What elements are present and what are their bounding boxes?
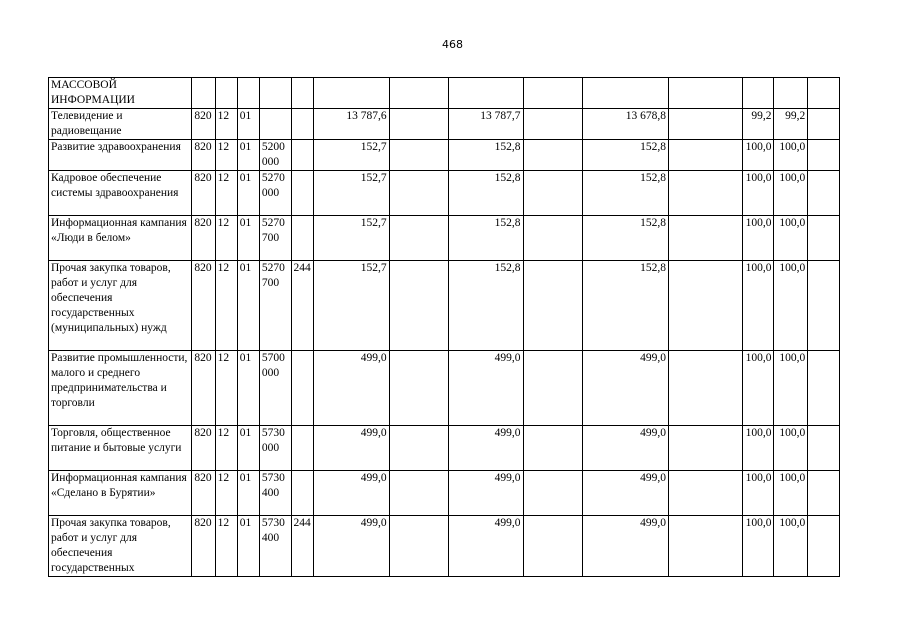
ved-code: 820 xyxy=(192,261,215,351)
table-row xyxy=(49,351,840,426)
table-row xyxy=(49,261,840,351)
subsection-code: 01 xyxy=(237,426,259,471)
subsection-code: 01 xyxy=(237,216,259,261)
expense-type-code: 244 xyxy=(291,261,313,351)
value-refined: 152,8 xyxy=(448,261,523,351)
value-executed: 499,0 xyxy=(582,516,668,577)
section-code: 12 xyxy=(215,351,237,426)
table-row xyxy=(49,516,840,577)
percent-of-approved xyxy=(742,78,774,109)
target-article-code xyxy=(259,109,291,140)
value-approved: 499,0 xyxy=(313,516,389,577)
value-executed: 152,8 xyxy=(582,171,668,216)
target-article-code: 5270 700 xyxy=(259,216,291,261)
row-name: Информационная кампания «Люди в белом» xyxy=(49,216,192,261)
ved-code: 820 xyxy=(192,516,215,577)
section-code: 12 xyxy=(215,216,237,261)
percent-of-approved: 99,2 xyxy=(742,109,774,140)
target-article-code: 5270 700 xyxy=(259,261,291,351)
percent-of-refined: 100,0 xyxy=(774,426,808,471)
value-executed: 152,8 xyxy=(582,261,668,351)
expense-type-code xyxy=(291,109,313,140)
row-name: Развитие здравоохранения xyxy=(49,140,192,171)
value-refined: 499,0 xyxy=(448,471,523,516)
value-approved: 152,7 xyxy=(313,216,389,261)
target-article-code xyxy=(259,78,291,109)
table-row xyxy=(49,426,840,471)
subsection-code xyxy=(237,78,259,109)
percent-of-approved: 100,0 xyxy=(742,516,774,577)
table-row xyxy=(49,140,840,171)
percent-of-refined: 100,0 xyxy=(774,171,808,216)
section-code: 12 xyxy=(215,426,237,471)
section-code: 12 xyxy=(215,261,237,351)
ved-code: 820 xyxy=(192,471,215,516)
ved-code: 820 xyxy=(192,140,215,171)
percent-of-approved: 100,0 xyxy=(742,261,774,351)
section-code xyxy=(215,78,237,109)
percent-of-approved: 100,0 xyxy=(742,471,774,516)
row-name: Прочая закупка товаров, работ и услуг для обеспечения государственных xyxy=(49,516,192,577)
expense-type-code xyxy=(291,216,313,261)
expense-type-code xyxy=(291,471,313,516)
table-row xyxy=(49,109,840,140)
subsection-code: 01 xyxy=(237,516,259,577)
percent-of-refined: 100,0 xyxy=(774,516,808,577)
value-approved: 499,0 xyxy=(313,351,389,426)
value-refined: 499,0 xyxy=(448,516,523,577)
percent-of-approved: 100,0 xyxy=(742,140,774,171)
row-name: Прочая закупка товаров, работ и услуг для обеспечения государственных (муниципальных) нужд xyxy=(49,261,192,351)
expense-type-code xyxy=(291,171,313,216)
table-row xyxy=(49,171,840,216)
percent-of-refined xyxy=(774,78,808,109)
expense-type-code xyxy=(291,140,313,171)
section-code: 12 xyxy=(215,140,237,171)
budget-table xyxy=(48,77,840,577)
ved-code: 820 xyxy=(192,351,215,426)
value-approved: 152,7 xyxy=(313,140,389,171)
section-code: 12 xyxy=(215,516,237,577)
subsection-code: 01 xyxy=(237,471,259,516)
value-executed: 499,0 xyxy=(582,471,668,516)
value-approved: 152,7 xyxy=(313,261,389,351)
percent-of-refined: 99,2 xyxy=(774,109,808,140)
percent-of-refined: 100,0 xyxy=(774,351,808,426)
value-approved xyxy=(313,78,389,109)
value-refined: 152,8 xyxy=(448,140,523,171)
row-name: Кадровое обеспечение системы здравоохранения xyxy=(49,171,192,216)
percent-of-refined: 100,0 xyxy=(774,471,808,516)
target-article-code: 5700 000 xyxy=(259,351,291,426)
value-approved: 499,0 xyxy=(313,426,389,471)
percent-of-refined: 100,0 xyxy=(774,140,808,171)
subsection-code: 01 xyxy=(237,261,259,351)
percent-of-approved: 100,0 xyxy=(742,216,774,261)
ved-code: 820 xyxy=(192,426,215,471)
section-code: 12 xyxy=(215,171,237,216)
table-row xyxy=(49,471,840,516)
value-approved: 152,7 xyxy=(313,171,389,216)
value-executed: 499,0 xyxy=(582,426,668,471)
value-refined: 13 787,7 xyxy=(448,109,523,140)
table-row xyxy=(49,78,840,109)
value-refined: 499,0 xyxy=(448,351,523,426)
expense-type-code xyxy=(291,426,313,471)
row-name: Информационная кампания «Сделано в Бурятии» xyxy=(49,471,192,516)
subsection-code: 01 xyxy=(237,109,259,140)
row-name: Торговля, общественное питание и бытовые услуги xyxy=(49,426,192,471)
percent-of-approved: 100,0 xyxy=(742,351,774,426)
row-name: МАССОВОЙ ИНФОРМАЦИИ xyxy=(49,78,192,109)
ved-code xyxy=(192,78,215,109)
target-article-code: 5730 400 xyxy=(259,471,291,516)
row-name: Телевидение и радиовещание xyxy=(49,109,192,140)
subsection-code: 01 xyxy=(237,171,259,216)
section-code: 12 xyxy=(215,471,237,516)
ved-code: 820 xyxy=(192,216,215,261)
expense-type-code xyxy=(291,78,313,109)
value-executed xyxy=(582,78,668,109)
ved-code: 820 xyxy=(192,109,215,140)
expense-type-code xyxy=(291,351,313,426)
value-refined: 499,0 xyxy=(448,426,523,471)
ved-code: 820 xyxy=(192,171,215,216)
percent-of-approved: 100,0 xyxy=(742,426,774,471)
value-executed: 152,8 xyxy=(582,140,668,171)
target-article-code: 5200 000 xyxy=(259,140,291,171)
percent-of-refined: 100,0 xyxy=(774,261,808,351)
expense-type-code: 244 xyxy=(291,516,313,577)
target-article-code: 5730 400 xyxy=(259,516,291,577)
page-number: 468 xyxy=(442,38,463,51)
row-name: Развитие промышленности, малого и среднего предпринимательства и торговли xyxy=(49,351,192,426)
section-code: 12 xyxy=(215,109,237,140)
value-refined: 152,8 xyxy=(448,216,523,261)
value-executed: 13 678,8 xyxy=(582,109,668,140)
subsection-code: 01 xyxy=(237,140,259,171)
value-executed: 499,0 xyxy=(582,351,668,426)
table-row xyxy=(49,216,840,261)
subsection-code: 01 xyxy=(237,351,259,426)
value-refined: 152,8 xyxy=(448,171,523,216)
value-approved: 499,0 xyxy=(313,471,389,516)
percent-of-approved: 100,0 xyxy=(742,171,774,216)
value-executed: 152,8 xyxy=(582,216,668,261)
target-article-code: 5270 000 xyxy=(259,171,291,216)
target-article-code: 5730 000 xyxy=(259,426,291,471)
percent-of-refined: 100,0 xyxy=(774,216,808,261)
value-approved: 13 787,6 xyxy=(313,109,389,140)
value-refined xyxy=(448,78,523,109)
